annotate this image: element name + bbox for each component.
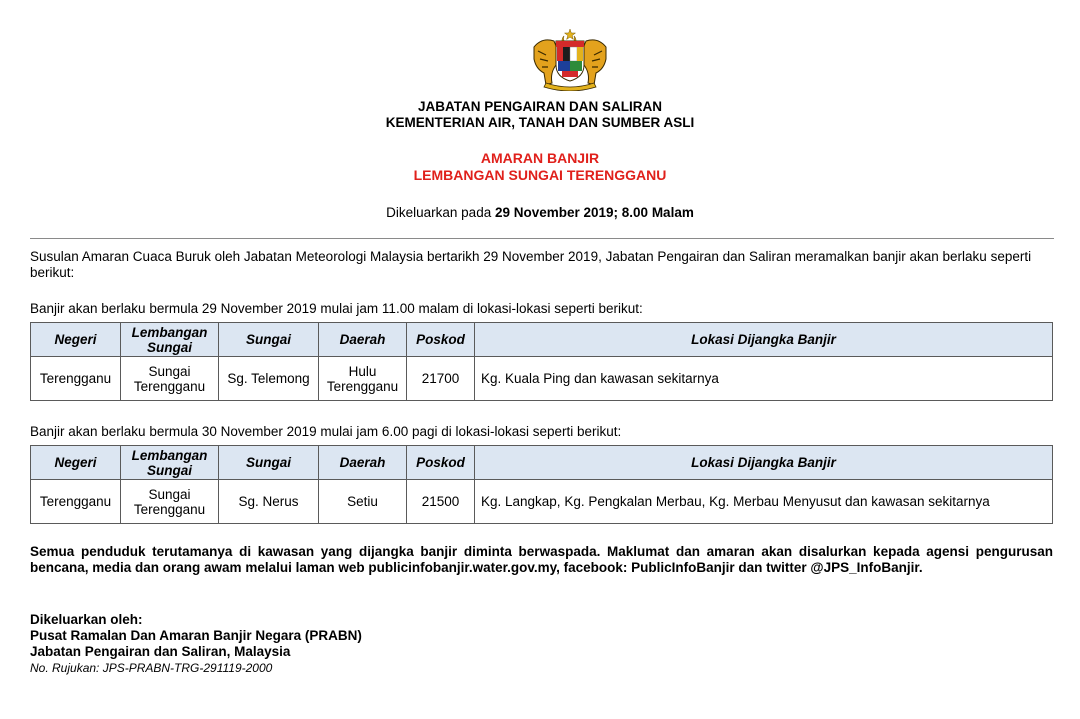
divider	[30, 238, 1054, 239]
header-daerah: Daerah	[319, 446, 407, 480]
header-lembangan-sungai: Lembangan Sungai	[121, 323, 219, 357]
cell-daerah: Hulu Terengganu	[319, 357, 407, 401]
cell-poskod: 21500	[407, 480, 475, 524]
department-name: JABATAN PENGAIRAN DAN SALIRAN	[417, 99, 662, 114]
issued-date-line	[0, 205, 1080, 220]
intro-paragraph: Susulan Amaran Cuaca Buruk oleh Jabatan Meteorologi Malaysia bertarikh 29 November 2019, Jabatan Pengairan dan Saliran meramalkan banjir akan berlaku seperti berikut:	[30, 249, 1032, 280]
reference-number: No. Rujukan: JPS-PRABN-TRG-291119-2000	[30, 661, 273, 675]
issued-prefix: Dikeluarkan pada	[386, 205, 495, 220]
flood-table-1	[30, 322, 1053, 401]
header-daerah: Daerah	[319, 323, 407, 357]
warning-subtitle: LEMBANGAN SUNGAI TERENGGANU	[413, 167, 667, 183]
issuer-department: Jabatan Pengairan dan Saliran, Malaysia	[30, 644, 291, 659]
cell-lembangan-sungai: Sungai Terengganu	[121, 480, 219, 524]
header-lembangan-sungai: Lembangan Sungai	[121, 446, 219, 480]
table-row	[31, 480, 1053, 524]
header-poskod: Poskod	[407, 323, 475, 357]
issued-by-label: Dikeluarkan oleh:	[30, 612, 143, 627]
header-negeri: Negeri	[31, 446, 121, 480]
cell-poskod: 21700	[407, 357, 475, 401]
header-negeri: Negeri	[31, 323, 121, 357]
header-poskod: Poskod	[407, 446, 475, 480]
cell-daerah: Setiu	[319, 480, 407, 524]
table-2-caption: Banjir akan berlaku bermula 30 November 2019 mulai jam 6.00 pagi di lokasi-lokasi seperti berikut:	[30, 424, 622, 439]
table-header-row	[31, 446, 1053, 480]
coat-of-arms-icon	[528, 27, 612, 91]
issued-datetime: 29 November 2019; 8.00 Malam	[494, 205, 694, 220]
department-heading	[0, 99, 1080, 131]
header-lokasi: Lokasi Dijangka Banjir	[475, 446, 1053, 480]
table-1-caption: Banjir akan berlaku bermula 29 November 2019 mulai jam 11.00 malam di lokasi-lokasi seperti berikut:	[30, 301, 643, 316]
cell-lokasi: Kg. Kuala Ping dan kawasan sekitarnya	[475, 357, 1053, 401]
cell-negeri: Terengganu	[31, 357, 121, 401]
table-header-row	[31, 323, 1053, 357]
cell-negeri: Terengganu	[31, 480, 121, 524]
issuer-centre: Pusat Ramalan Dan Amaran Banjir Negara (PRABN)	[30, 628, 362, 643]
header-lokasi: Lokasi Dijangka Banjir	[475, 323, 1053, 357]
warning-title: AMARAN BANJIR	[480, 150, 600, 166]
flood-table-2	[30, 445, 1053, 524]
public-notice: Semua penduduk terutamanya di kawasan yang dijangka banjir diminta berwaspada. Maklumat dan amaran akan disalurkan kepada agensi pengurusan bencana, media dan orang awam melalui laman web publicinfobanjir.water.gov.my, facebook: PublicInfoBanjir dan twitter @JPS_InfoBanjir.	[30, 544, 1053, 575]
issuer-block	[30, 612, 362, 676]
header-sungai: Sungai	[219, 446, 319, 480]
cell-lokasi: Kg. Langkap, Kg. Pengkalan Merbau, Kg. Merbau Menyusut dan kawasan sekitarnya	[475, 480, 1053, 524]
table-row	[31, 357, 1053, 401]
header-sungai: Sungai	[219, 323, 319, 357]
warning-heading	[0, 150, 1080, 184]
cell-sungai: Sg. Nerus	[219, 480, 319, 524]
ministry-name: KEMENTERIAN AIR, TANAH DAN SUMBER ASLI	[385, 115, 695, 130]
cell-sungai: Sg. Telemong	[219, 357, 319, 401]
cell-lembangan-sungai: Sungai Terengganu	[121, 357, 219, 401]
